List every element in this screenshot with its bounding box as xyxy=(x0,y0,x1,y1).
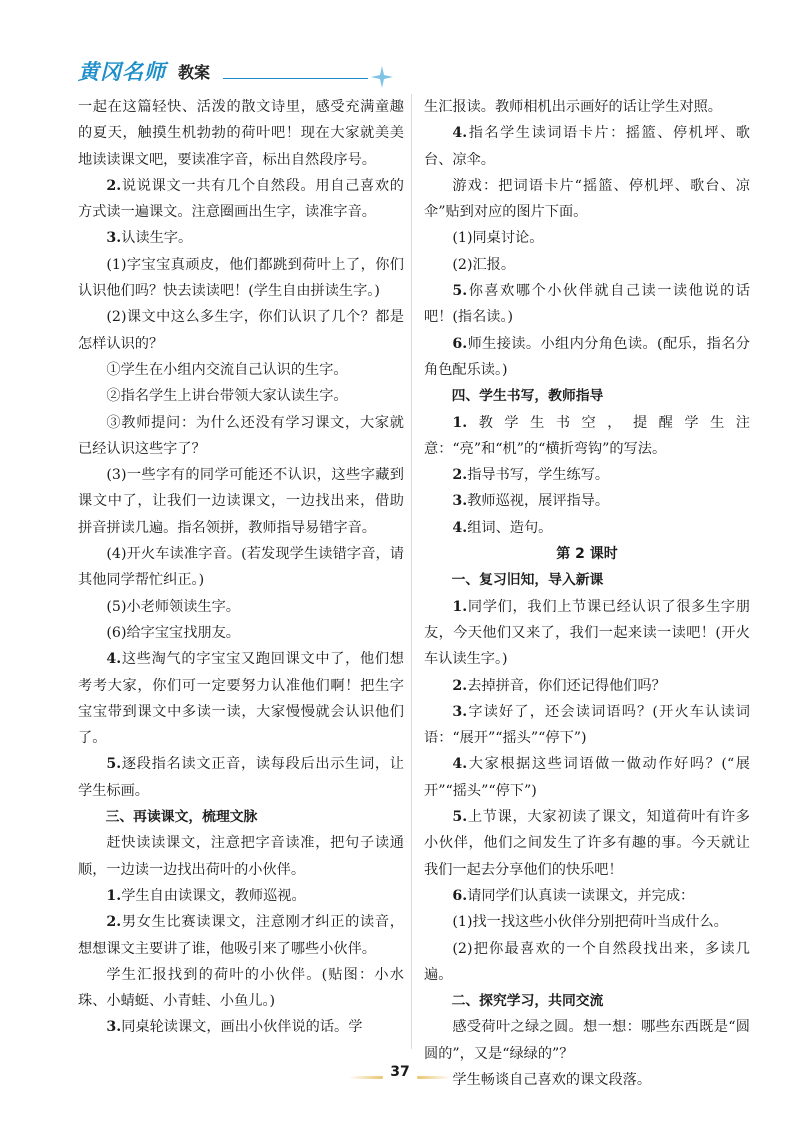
paragraph xyxy=(424,673,750,699)
column-divider xyxy=(411,94,412,1049)
paragraph-text: 这些淘气的字宝宝又跑回课文中了，他们想考考大家，你们可一定要努力认准他们啊！把生字宝宝带到课文中多读一读，大家慢慢就会认识他们了。 xyxy=(78,651,404,747)
paragraph-text: 字读好了，还会读词语吗？(开火车认读词语：“展开”“摇头”“停下”) xyxy=(424,703,750,747)
paragraph-text: (2)课文中这么多生字，你们认识了几个？都是怎样认识的？ xyxy=(78,309,404,352)
paragraph-text: ①学生在小组内交流自己认识的生字。 xyxy=(106,361,348,378)
item-number: 4. xyxy=(452,756,468,773)
paragraph xyxy=(424,936,750,989)
paragraph xyxy=(78,462,404,541)
paragraph xyxy=(78,410,404,463)
paragraph-text: 逐段指名读文正音，读每段后出示生词，让学生标画。 xyxy=(78,756,404,799)
paragraph-text: (5)小老师领读生字。 xyxy=(106,598,240,615)
paragraph xyxy=(78,883,404,909)
section-heading xyxy=(78,804,404,830)
paragraph xyxy=(78,541,404,594)
paragraph xyxy=(424,594,750,673)
paragraph-text: (6)给字宝宝找朋友。 xyxy=(106,624,240,641)
item-number: 3. xyxy=(106,230,122,247)
item-number: 4. xyxy=(106,651,122,668)
paragraph-text: 大家根据这些词语做一做动作好吗？(“展开”“摇头”“停下”) xyxy=(424,756,750,799)
item-number: 3. xyxy=(452,493,468,510)
paragraph xyxy=(78,594,404,620)
paragraph-text: 感受荷叶之绿之圆。想一想：哪些东西既是“圆圆的”，又是“绿绿的”？ xyxy=(424,1019,750,1062)
paragraph-text: ③教师提问：为什么还没有学习课文，大家就已经认识这些字了？ xyxy=(78,414,404,457)
paragraph xyxy=(424,94,750,120)
paragraph-text: ②指名学生上讲台带领大家认读生字。 xyxy=(106,388,348,405)
paragraph-text: 说说课文一共有几个自然段。用自己喜欢的方式读一遍课文。注意圈画出生字，读准字音。 xyxy=(78,177,404,221)
paragraph-text: 师生接读。小组内分角色读。(配乐，指名分角色配乐读。) xyxy=(424,335,750,378)
paragraph xyxy=(424,173,750,226)
paragraph xyxy=(424,225,750,251)
paragraph-text: 学生汇报找到的荷叶的小伙伴。(贴图：小水珠、小蜻蜓、小青蛙、小鱼儿。) xyxy=(78,966,404,1010)
paragraph-text: 一、复习旧知，导入新课 xyxy=(451,572,604,589)
paragraph-text: 一起在这篇轻快、活泼的散文诗里，感受充满童趣的夏天，触摸生机勃勃的荷叶吧！现在大家就美美地读读课文吧，要读准字音，标出自然段序号。 xyxy=(78,99,404,168)
paragraph xyxy=(424,120,750,173)
item-number: 2. xyxy=(106,914,122,931)
paragraph-text: (2)汇报。 xyxy=(452,256,516,273)
paragraph-text: 认读生字。 xyxy=(121,230,193,247)
item-number: 5. xyxy=(452,809,468,826)
paragraph-text: (4)开火车读准字音。(若发现学生读错字音，请其他同学帮忙纠正。) xyxy=(78,546,404,589)
item-number: 3. xyxy=(106,1019,122,1036)
paragraph-text: 指名学生读词语卡片：摇篮、停机坪、歌台、凉伞。 xyxy=(424,125,750,168)
item-number: 4. xyxy=(452,519,468,536)
item-number: 2. xyxy=(106,177,122,194)
item-number: 2. xyxy=(452,677,468,694)
paragraph xyxy=(424,1014,750,1067)
paragraph xyxy=(78,304,404,357)
paragraph xyxy=(78,620,404,646)
section-heading xyxy=(424,988,750,1014)
paragraph xyxy=(424,883,750,909)
paragraph xyxy=(424,488,750,514)
paragraph-text: 去掉拼音，你们还记得他们吗？ xyxy=(467,677,666,694)
paragraph-text: 赶快读读课文，注意把字音读准，把句子读通顺，一边读一边找出荷叶的小伙伴。 xyxy=(78,835,404,878)
paragraph xyxy=(424,804,750,883)
paragraph xyxy=(78,646,404,751)
item-number: 6. xyxy=(452,887,468,904)
page-number: 37 xyxy=(390,1064,410,1080)
brand-logo: 黄冈名师 xyxy=(78,60,166,84)
paragraph xyxy=(424,410,750,463)
paragraph xyxy=(78,1014,404,1040)
paragraph-text: 二、探究学习，共同交流 xyxy=(451,993,604,1010)
paragraph-text: 组词、造句。 xyxy=(467,519,553,536)
item-number: 1. xyxy=(452,598,468,615)
paragraph xyxy=(424,699,750,752)
paragraph-text: (1)字宝宝真顽皮，他们都跳到荷叶上了，你们认识他们吗？快去读读吧！(学生自由拼读生字。) xyxy=(78,256,404,300)
header-rule xyxy=(223,78,368,79)
paragraph-text: 同桌轮读课文，画出小伙伴说的话。学 xyxy=(121,1019,363,1036)
paragraph xyxy=(78,225,404,251)
page-number-ornament-right xyxy=(417,1076,451,1079)
paragraph xyxy=(424,462,750,488)
paragraph-text: 指导书写，学生练写。 xyxy=(467,467,610,484)
item-number: 4. xyxy=(452,125,468,142)
paragraph-text: (1)同桌讨论。 xyxy=(452,230,544,247)
item-number: 2. xyxy=(452,467,468,484)
paragraph xyxy=(78,751,404,804)
item-number: 5. xyxy=(106,756,122,773)
paragraph xyxy=(424,252,750,278)
section-heading xyxy=(424,567,750,593)
paragraph xyxy=(78,909,404,962)
paragraph-text: 生汇报读。教师相机出示画好的话让学生对照。 xyxy=(424,99,722,115)
paragraph-text: 学生畅谈自己喜欢的课文段落。 xyxy=(452,1071,652,1088)
paragraph-text: 教师巡视，展评指导。 xyxy=(467,493,610,510)
item-number: 5. xyxy=(452,283,468,300)
paragraph-text: 上节课，大家初读了课文，知道荷叶有许多小伙伴，他们之间发生了许多有趣的事。今天就让我们一起去分享他们的快乐吧！ xyxy=(424,809,750,878)
paragraph-text: 三、再读课文，梳理文脉 xyxy=(105,809,258,826)
brand-subtitle: 教案 xyxy=(178,63,211,82)
paragraph xyxy=(78,357,404,383)
section-heading xyxy=(424,541,750,567)
paragraph xyxy=(78,830,404,883)
paragraph xyxy=(78,94,404,173)
item-number: 1. xyxy=(452,414,468,431)
item-number: 6. xyxy=(452,335,468,352)
page-header xyxy=(78,56,718,90)
paragraph xyxy=(424,751,750,804)
section-heading xyxy=(424,383,750,409)
paragraph-text: (3)一些字有的同学可能还不认识，这些字藏到课文中了，让我们一边读课文，一边找出来，借助拼音拼读几遍。指名领拼，教师指导易错字音。 xyxy=(78,467,404,536)
paragraph-text: (1)找一找这些小伙伴分别把荷叶当成什么。 xyxy=(452,914,728,931)
item-number: 3. xyxy=(452,703,468,720)
paragraph-text: 男女生比赛读课文，注意刚才纠正的读音，想想课文主要讲了谁，他吸引来了哪些小伙伴。 xyxy=(78,914,404,957)
left-column xyxy=(78,94,404,1041)
paragraph xyxy=(78,962,404,1015)
paragraph-text: 同学们，我们上节课已经认识了很多生字朋友，今天他们又来了，我们一起来读一读吧！(开火车认读生字。) xyxy=(424,598,750,668)
paragraph xyxy=(424,331,750,384)
paragraph xyxy=(424,515,750,541)
paragraph-text: 游戏：把词语卡片“摇篮、停机坪、歌台、凉伞”贴到对应的图片下面。 xyxy=(424,177,750,221)
paragraph xyxy=(424,278,750,331)
paragraph-text: 第 2 课时 xyxy=(556,546,618,563)
paragraph-text: 你喜欢哪个小伙伴就自己读一读他说的话吧！(指名读。) xyxy=(424,283,750,326)
paragraph-text: 四、学生书写，教师指导 xyxy=(451,388,604,405)
paragraph-text: 学生自由读课文，教师巡视。 xyxy=(121,887,306,904)
item-number: 1. xyxy=(106,887,122,904)
sparkle-icon xyxy=(369,64,395,90)
paragraph xyxy=(78,173,404,226)
right-column xyxy=(424,94,750,1093)
paragraph xyxy=(424,909,750,935)
paragraph xyxy=(78,383,404,409)
paragraph-text: (2)把你最喜欢的一个自然段找出来，多读几遍。 xyxy=(424,940,750,983)
paragraph xyxy=(78,252,404,305)
paragraph-text: 教学生书空，提醒学生注意：“亮”和“机”的“横折弯钩”的写法。 xyxy=(424,414,750,457)
paragraph-text: 请同学们认真读一读课文，并完成： xyxy=(467,887,695,904)
